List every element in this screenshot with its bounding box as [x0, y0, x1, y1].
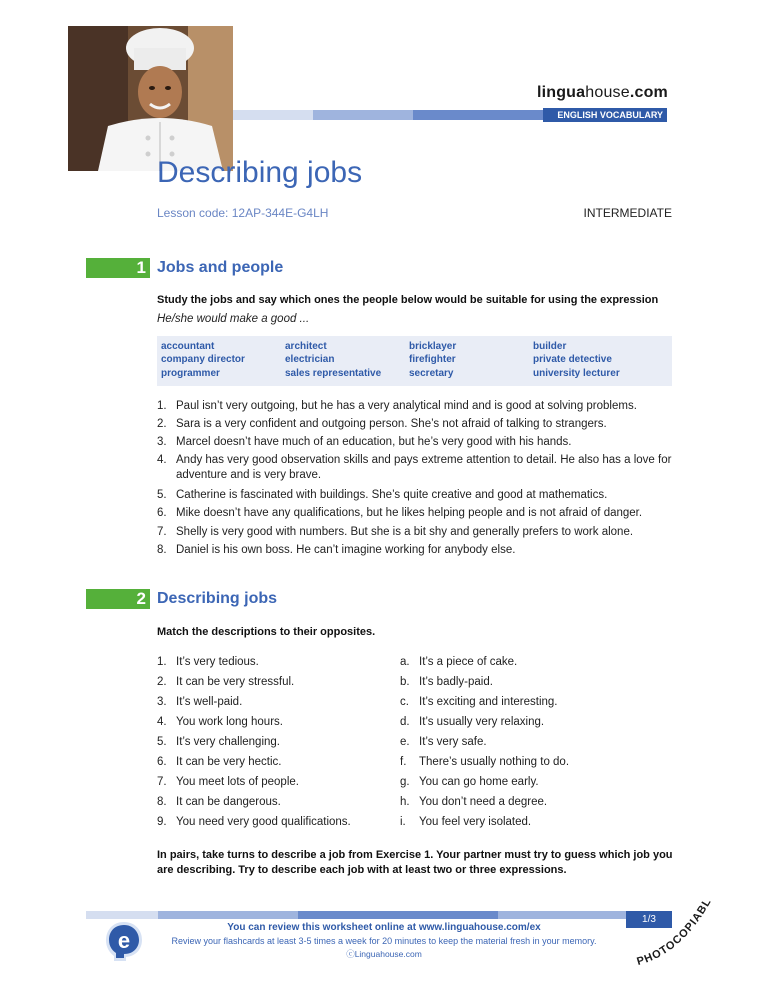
page-number-badge: 1/3 [626, 911, 672, 928]
word-item: company director [161, 354, 245, 365]
word-item: private detective [533, 354, 612, 365]
brand-logo: linguahouse.com [536, 84, 668, 101]
footer-stripe [86, 911, 676, 919]
matching-list: 1. It’s very tedious. 2. It can be very stressful. 3. It’s well-paid. 4. You work long hours. 5. It’s very challenging. 6. It can be very hectic. 7. You meet lots of people. 8. It can be dangerous. 9. You need very good qualifications. a. It’s a piece of cake. b. It’s badly-paid. c. It’s exciting and interesting. d. It’s usually very relaxing. e. It’s very safe. f. There’s usually nothing to do. g. You can go home early. h. You don’t need a degree. i. You feel very isolated. [157, 656, 570, 828]
word-item: university lecturer [533, 368, 620, 379]
word-item: sales representative [285, 368, 382, 379]
section-2-number: 2 [86, 589, 150, 609]
section-2-instruction: Match the descriptions to their opposites. [157, 626, 376, 638]
level-label: INTERMEDIATE [583, 206, 672, 220]
chef-photo [68, 26, 233, 171]
brand-tagline: ENGLISH VOCABULARY [543, 108, 667, 122]
word-item: architect [285, 341, 327, 352]
section-2-title: Describing jobs [157, 590, 278, 607]
footer-copyright: ⓒLinguahouse.com [346, 949, 422, 959]
pair-work-instruction: In pairs, take turns to describe a job from Exercise 1. Your partner must try to guess which job you are describing. Try to describe each job with at least two or three expressions. [157, 849, 673, 876]
word-item: builder [533, 341, 567, 352]
photocopiable-stamp [632, 895, 722, 980]
section-1-example: He/she would make a good ... [157, 313, 310, 325]
page-title: Describing jobs [157, 156, 363, 189]
svg-text:PHOTOCOPIABLE: PHOTOCOPIABL [635, 896, 714, 968]
lesson-code: Lesson code: 12AP-344E-G4LH [157, 206, 329, 220]
word-box [157, 336, 672, 386]
word-item: electrician [285, 354, 335, 365]
word-item: accountant [161, 341, 215, 352]
word-item: secretary [409, 368, 454, 379]
svg-text:e: e [117, 928, 131, 953]
footer-review-link[interactable]: You can review this worksheet online at www.linguahouse.com/ex [227, 922, 541, 933]
section-1-title: Jobs and people [157, 259, 284, 276]
word-item: firefighter [409, 354, 456, 365]
word-item: bricklayer [409, 341, 457, 352]
section-1-number: 1 [86, 258, 150, 278]
footer-flashcard-note: Review your flashcards at least 3-5 times a week for 20 minutes to keep the material fresh in your memory. [171, 936, 597, 946]
word-item: programmer [161, 368, 220, 379]
section-1-instruction: Study the jobs and say which ones the people below would be suitable for using the expression [157, 294, 659, 306]
